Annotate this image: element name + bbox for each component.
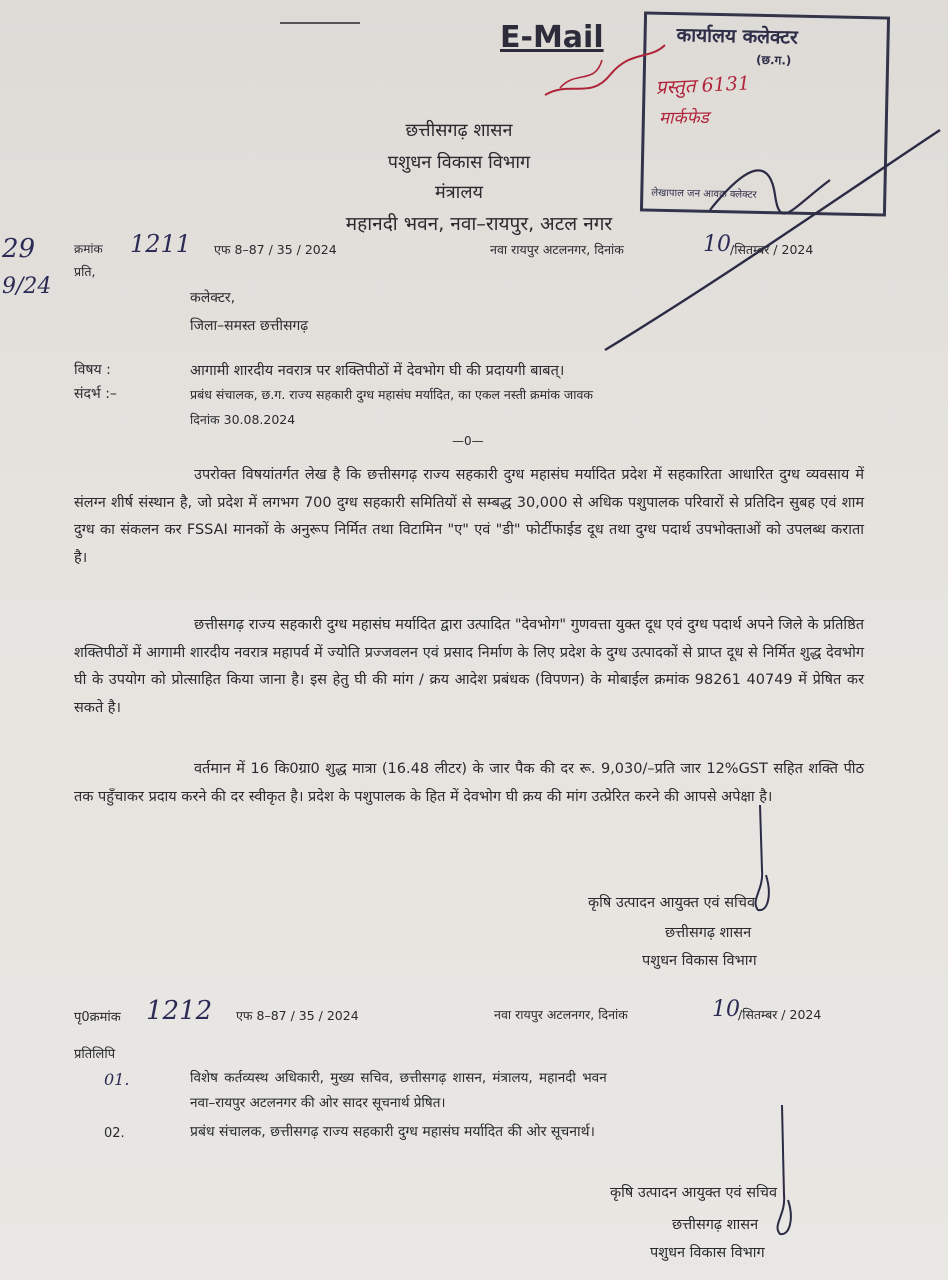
divider: —0—	[452, 434, 484, 448]
stamp-handwritten-line1: प्रस्तुत 6131	[655, 72, 751, 99]
to-prati: प्रति,	[74, 264, 96, 279]
copy-item1-line2: नवा–रायपुर अटलनगर की ओर सादर सूचनार्थ प्रेषित।	[190, 1095, 446, 1111]
stamp-title: कार्यालय कलेक्टर	[676, 24, 798, 49]
signature2-line2: छत्तीसगढ़ शासन	[672, 1217, 759, 1233]
reference-line1: प्रबंध संचालक, छ.ग. राज्य सहकारी दुग्ध महासंघ मर्यादित, का एकल नस्ती क्रमांक जावक	[190, 387, 593, 402]
email-mark: E-Mail	[500, 20, 604, 55]
body-paragraph-2-text: छत्तीसगढ़ राज्य सहकारी दुग्ध महासंघ मर्यादित द्वारा उत्पादित "देवभोग" गुणवत्ता युक्त दूध एवं दुग्ध पदार्थ अपने जिले के प्रतिष्ठित शक्तिपीठों में आगामी शारदीय नवरात्र महापर्व में ज्योति प्रज्जवलन एवं प्रसाद निर्माण के लिए प्रदेश के दुग्ध उत्पादकों से प्राप्त दूध से निर्मित शुद्ध देवभोग घी के उपयोग को प्रोत्साहित किया जाना है। इस हेतु घी की मांग / क्रय आदेश प्रबंधक (विपणन) के मोबाईल क्रमांक 98261 40749 में प्रेषित कर सकते है।	[74, 617, 864, 716]
order1-number: 1211	[130, 230, 192, 258]
order1-place: नवा रायपुर अटलनगर, दिनांक	[490, 242, 624, 257]
margin-note-line1: 29	[2, 234, 36, 264]
heading-ministry: मंत्रालय	[434, 182, 483, 203]
order1-label: क्रमांक	[74, 242, 103, 256]
heading-dept: पशुधन विकास विभाग	[387, 152, 531, 173]
stamp-subtitle: (छ.ग.)	[755, 52, 792, 68]
order2-file: एफ 8–87 / 35 / 2024	[236, 1008, 359, 1023]
signature1-line2: छत्तीसगढ़ शासन	[665, 925, 752, 941]
signature1-line1: कृषि उत्पादन आयुक्त एवं सचिव	[588, 895, 756, 911]
order1-file: एफ 8–87 / 35 / 2024	[214, 242, 337, 257]
signature2-line3: पशुधन विकास विभाग	[650, 1245, 765, 1261]
heading-address: महानदी भवन, नवा–रायपुर, अटल नगर	[345, 213, 613, 235]
order2-day: 10	[712, 997, 740, 1022]
body-paragraph-1-text: उपरोक्त विषयांतर्गत लेख है कि छत्तीसगढ़ राज्य सहकारी दुग्ध महासंघ मर्यादित प्रदेश में सहकारिता आधारित दुग्ध व्यवसाय में संलग्न शीर्ष संस्थान है, जो प्रदेश में लगभग 700 दुग्ध सहकारी समितियों से सम्बद्ध 30,000 से अधिक पशुपालक परिवारों से प्रतिदिन सुबह एवं शाम दुग्ध का संकलन कर FSSAI मानकों के अनुरूप निर्मित तथा विटामिन "ए" एवं "डी" फोर्टीफाईड दूध तथा दुग्ध पदार्थ उपभोक्ताओं को उपलब्ध कराता है।	[74, 467, 864, 566]
order2-label: पृ0क्रमांक	[74, 1010, 121, 1025]
body-paragraph-3-text: वर्तमान में 16 कि0ग्रा0 शुद्ध मात्रा (16.48 लीटर) के जार पैक की दर रू. 9,030/–प्रति जार 12%GST सहित शक्ति पीठ तक पहुँचाकर प्रदाय करने की दर स्वीकृत है। प्रदेश के पशुपालक के हित में देवभोग घी क्रय की मांग उत्प्रेरित करने की आपसे अपेक्षा है।	[74, 761, 864, 805]
order1-month-year: /सितम्बर / 2024	[730, 242, 814, 257]
handwritten-scribble	[540, 40, 670, 110]
body-paragraph-1	[74, 462, 864, 572]
signature2-line1: कृषि उत्पादन आयुक्त एवं सचिव	[610, 1185, 778, 1201]
copy-item1-line1: विशेष कर्तव्यस्थ अधिकारी, मुख्य सचिव, छत्तीसगढ़ शासन, मंत्रालय, महानदी भवन	[190, 1070, 607, 1086]
body-paragraph-2	[74, 612, 864, 722]
order1-day: 10	[703, 232, 731, 257]
signature1-line3: पशुधन विकास विभाग	[642, 953, 757, 969]
signature-2-stroke	[760, 1100, 820, 1240]
reference-label: संदर्भ :–	[74, 386, 117, 402]
reference-line2: दिनांक 30.08.2024	[190, 412, 296, 427]
order2-place: नवा रायपुर अटलनगर, दिनांक	[494, 1007, 628, 1022]
top-rule	[280, 22, 360, 24]
subject-text: आगामी शारदीय नवरात्र पर शक्तिपीठों में देवभोग घी की प्रदायगी बाबत्।	[190, 363, 565, 379]
stamp-footer: लेखापाल जन आवक क्लेक्टर	[651, 187, 757, 201]
stamp-handwritten-line2: मार्कफेड	[658, 107, 709, 129]
margin-note-line2: 9/24	[2, 274, 52, 299]
to-line1: कलेक्टर,	[190, 290, 236, 306]
copy-item2-num: 02.	[104, 1126, 125, 1141]
subject-label: विषय :	[74, 362, 111, 378]
order2-month-year: /सितम्बर / 2024	[738, 1007, 822, 1022]
to-line2: जिला–समस्त छत्तीसगढ़	[190, 318, 309, 334]
heading-gov: छत्तीसगढ़ शासन	[405, 120, 513, 141]
order2-number: 1212	[146, 996, 213, 1026]
copy-item2-line1: प्रबंध संचालक, छत्तीसगढ़ राज्य सहकारी दुग्ध महासंघ मर्यादित की ओर सूचनार्थ।	[190, 1124, 595, 1140]
copy-item1-num: 01.	[104, 1070, 130, 1089]
copy-label: प्रतिलिपि	[74, 1047, 116, 1062]
